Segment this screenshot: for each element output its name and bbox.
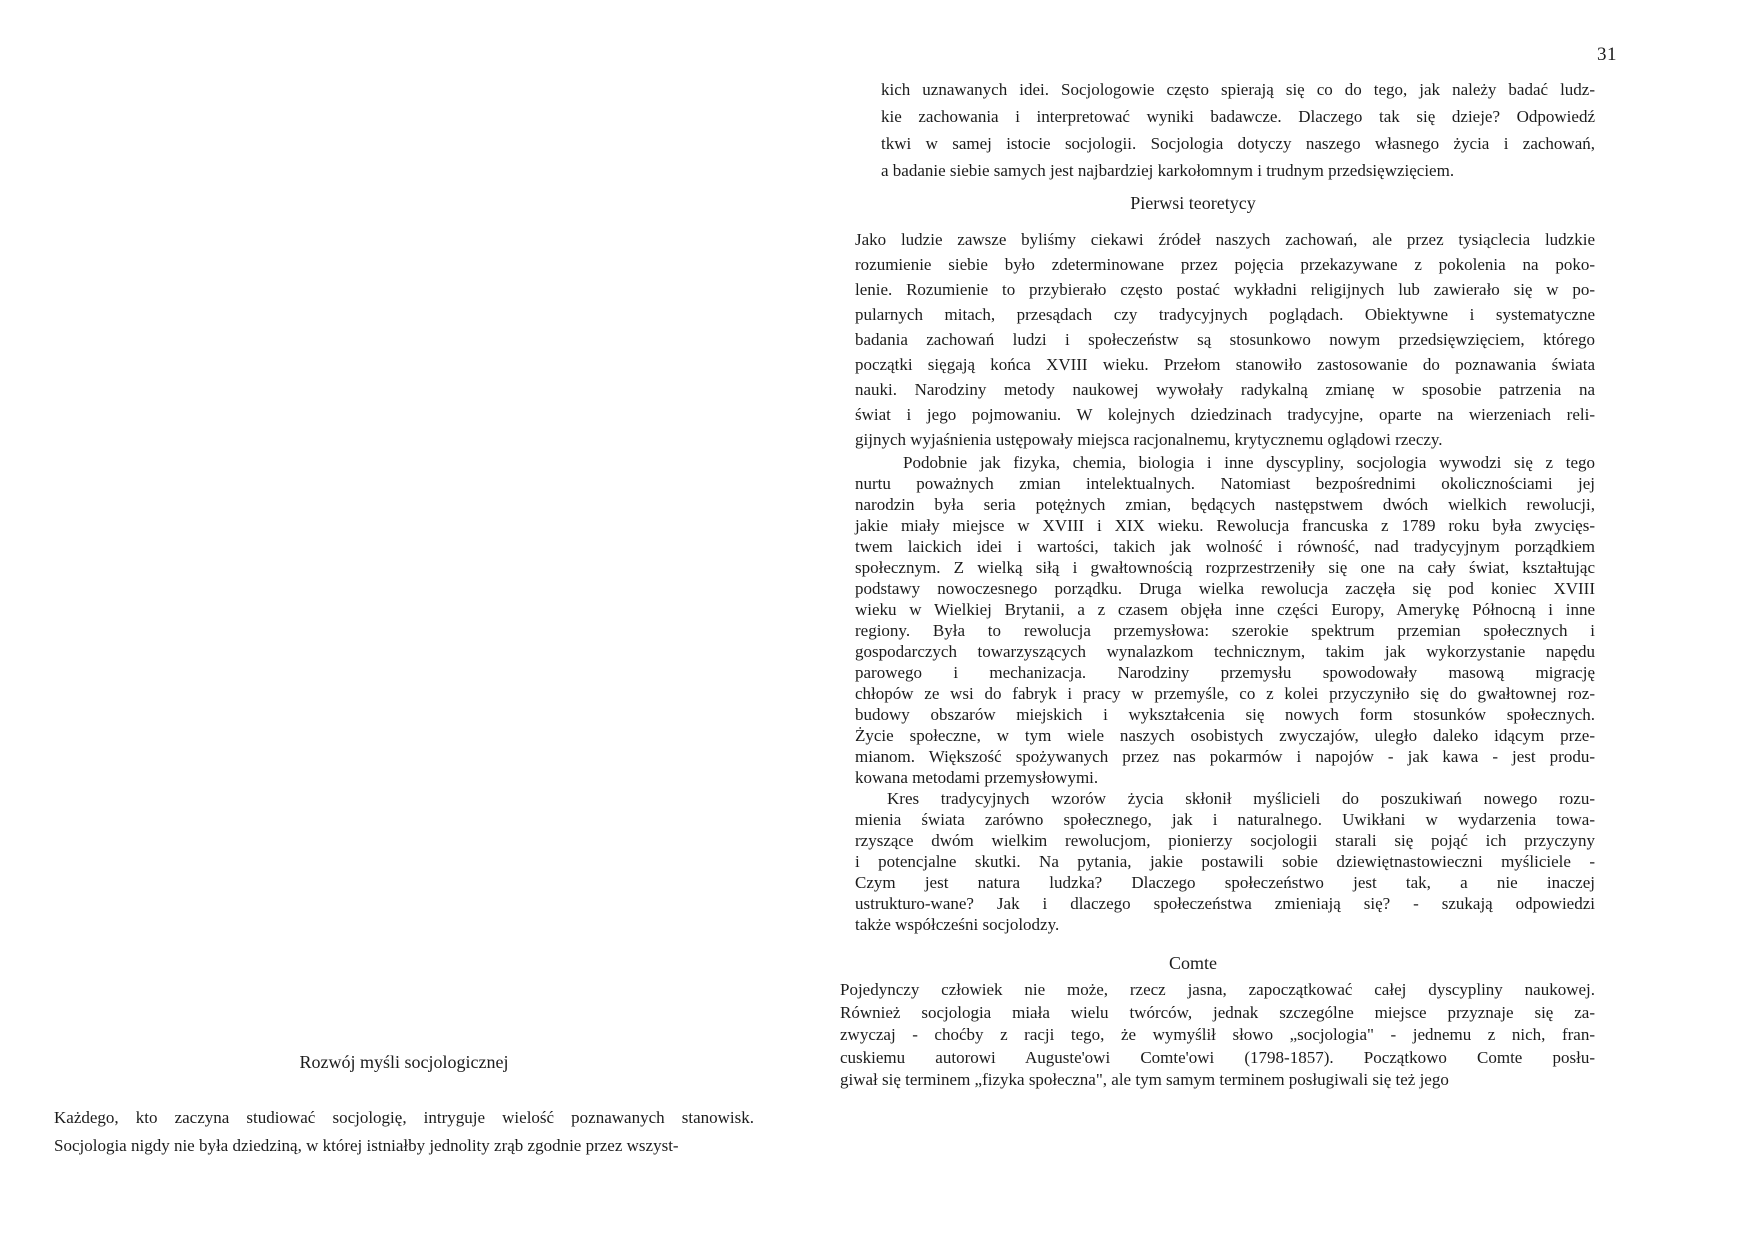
text-line: giwał się terminem „fizyka społeczna", ale tym samym terminem posługiwali się też jego: [840, 1070, 1449, 1089]
text-line: chłopów ze wsi do fabryk i pracy w przemyśle, co z kolei przyczyniło się do gwałtownej roz-: [855, 684, 1595, 703]
text-line: rozumienie siebie było zdeterminowane przez pojęcia przekazywane z pokolenia na poko-: [855, 255, 1595, 274]
text-line: narodzin była seria potężnych zmian, będących następstwem dwóch wielkich rewolucji,: [855, 495, 1595, 514]
left-column: [54, 1050, 754, 1160]
text-line: zwyczaj - choćby z racji tego, że wymyślił słowo „socjologia" - jednemu z nich, fran-: [840, 1025, 1595, 1044]
text-line: gijnych wyjaśnienia ustępowały miejsca racjonalnemu, krytycznemu oglądowi rzeczy.: [855, 430, 1443, 449]
text-line: parowego i mechanizacja. Narodziny przemysłu spowodowały masową migrację: [855, 663, 1595, 682]
text-line: Kres tradycyjnych wzorów życia skłonił myślicieli do poszukiwań nowego rozu-: [887, 789, 1595, 808]
page-number: 31: [1597, 44, 1617, 65]
text-line: nurtu poważnych zmian intelektualnych. Natomiast bezpośrednimi okolicznościami jej: [855, 474, 1595, 493]
text-line: kowana metodami przemysłowymi.: [855, 768, 1099, 787]
paragraph-left-intro: [54, 1104, 754, 1160]
text-line: a badanie siebie samych jest najbardziej karkołomnym i trudnym przedsięwzięciem.: [881, 161, 1455, 180]
text-line: lenie. Rozumienie to przybierało często postać wykładni religijnych lub zawierało się w po-: [855, 280, 1595, 299]
text-line: wieku w Wielkiej Brytanii, a z czasem objęła inne części Europy, Amerykę Północną i inne: [855, 600, 1595, 619]
text-line: kie zachowania i interpretować wyniki badawcze. Dlaczego tak się dzieje? Odpowiedź: [881, 107, 1595, 126]
text-line: społecznym. Z wielką siłą i gwałtownością rozprzestrzeniły się one na cały świat, kształtując: [855, 558, 1595, 577]
text-line: Czym jest natura ludzka? Dlaczego społeczeństwo jest tak, a nie inaczej: [855, 873, 1595, 892]
text-line: gospodarczych towarzyszących wynalazkom technicznym, takim jak wykorzystanie napędu: [855, 642, 1595, 661]
text-line: mianom. Większość spożywanych przez nas pokarmów i napojów - jak kawa - jest produ-: [855, 747, 1595, 766]
text-line: mienia świata zarówno społecznego, jak i naturalnego. Uwikłani w wydarzenia towa-: [855, 810, 1595, 829]
text-line: nauki. Narodziny metody naukowej wywołały radykalną zmianę w sposobie patrzenia na: [855, 380, 1595, 399]
text-line: początki sięgają końca XVIII wieku. Przełom stanowiło zastosowanie do poznawania świata: [855, 355, 1595, 374]
text-line: tkwi w samej istocie socjologii. Socjologia dotyczy naszego własnego życia i zachowań,: [881, 134, 1595, 153]
text-line: cuskiemu autorowi Auguste'owi Comte'owi (1798-1857). Początkowo Comte posłu-: [840, 1047, 1595, 1067]
text-line: ustrukturo-wane? Jak i dlaczego społeczeństwa zmieniają się? - szukają odpowiedzi: [855, 894, 1595, 913]
paragraph-first-theorists-3: [855, 788, 1595, 935]
text-line: także współcześni socjolodzy.: [855, 915, 1060, 934]
paragraph-first-theorists-2: [855, 452, 1595, 788]
text-line: rzyszące dwóm wielkim rewolucjom, pionierzy socjologii starali się pojąć ich przyczyny: [855, 831, 1595, 850]
paragraph-intro-continuation: [855, 76, 1595, 184]
text-line: twem laickich idei i wartości, takich jak wolność i równość, nad tradycyjnym porządkiem: [855, 537, 1595, 556]
text-line: jakie miały miejsce w XVIII i XIX wieku. Rewolucja francuska z 1789 roku była zwycięs-: [855, 516, 1595, 535]
text-line: badania zachowań ludzi i społeczeństw są stosunkowo nowym przedsięwzięciem, którego: [855, 330, 1595, 349]
text-line: świat i jego pojmowaniu. W kolejnych dziedzinach tradycyjne, oparte na wierzeniach reli-: [855, 405, 1595, 424]
text-line: Również socjologia miała wielu twórców, jednak szczególne miejsce przyznaje się za-: [840, 1002, 1595, 1022]
text-line: Socjologia nigdy nie była dziedziną, w której istniałby jednolity zrąb zgodnie przez wszyst-: [54, 1136, 679, 1155]
text-line: podstawy nowoczesnego porządku. Druga wielka rewolucja zaczęła się pod koniec XVIII: [855, 579, 1595, 598]
text-line: Życie społeczne, w tym wiele naszych osobistych zwyczajów, uległo daleko idącym prze-: [855, 726, 1595, 745]
text-line: budowy obszarów miejskich i wykształcenia się nowych form stosunków społecznych.: [855, 705, 1595, 724]
text-line: Każdego, kto zaczyna studiować socjologię, intryguje wielość poznawanych stanowisk.: [54, 1108, 754, 1127]
text-line: Pojedynczy człowiek nie może, rzecz jasna, zapoczątkować całej dyscypliny naukowej.: [840, 980, 1595, 999]
chapter-heading: Rozwój myśli socjologicznej: [299, 1052, 509, 1072]
text-line: Jako ludzie zawsze byliśmy ciekawi źródeł naszych zachowań, ale przez tysiąclecia ludzkie: [855, 230, 1595, 249]
section-heading-comte: Comte: [1169, 953, 1217, 973]
text-line: i potencjalne skutki. Na pytania, jakie postawili sobie dziewiętnastowieczni myśliciele -: [855, 852, 1595, 871]
text-line: regiony. Była to rewolucja przemysłowa: szerokie spektrum przemian społecznych i: [855, 621, 1595, 640]
text-line: kich uznawanych idei. Socjologowie często spierają się co do tego, jak należy badać ludz-: [881, 80, 1595, 99]
paragraph-first-theorists-1: [855, 227, 1595, 452]
paragraph-comte-1: [840, 979, 1595, 1092]
text-line: Podobnie jak fizyka, chemia, biologia i inne dyscypliny, socjologia wywodzi się z tego: [903, 453, 1595, 472]
text-line: pularnych mitach, przesądach czy tradycyjnych poglądach. Obiektywne i systematyczne: [855, 305, 1595, 324]
right-column: [840, 76, 1595, 1092]
section-heading-pierwsi-teoretycy: Pierwsi teoretycy: [1130, 193, 1256, 213]
